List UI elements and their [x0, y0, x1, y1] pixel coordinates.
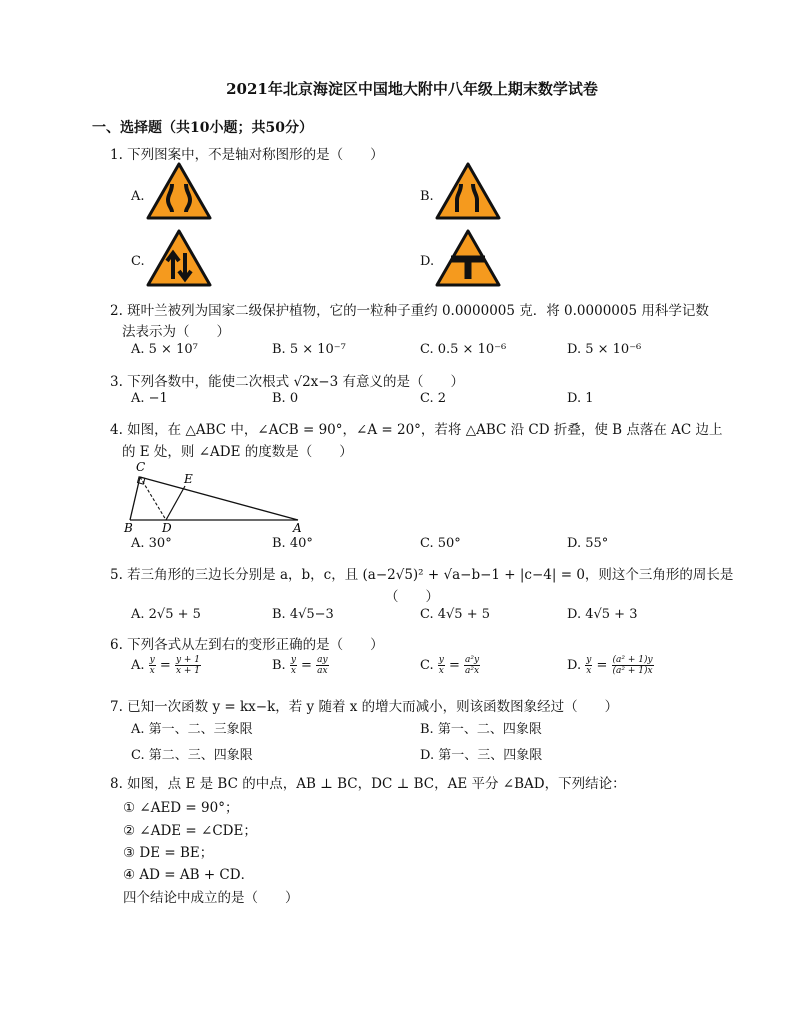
q8-stem: 8. 如图，点 E 是 BC 的中点，AB ⊥ BC，DC ⊥ BC，AE 平分 ∠BAD，下列结论： [110, 776, 626, 792]
q8-item-3: ③ DE = BE； [123, 845, 214, 861]
label-a: A [293, 521, 302, 534]
q5-option-c: C. 4√5 + 5 [420, 607, 491, 622]
q5-option-d: D. 4√5 + 3 [567, 607, 638, 622]
warning-triangle-icon [437, 164, 499, 218]
label-d: D [162, 521, 172, 534]
q2-stem-line2: 法表示为（ ） [122, 324, 230, 340]
q1-stem: 1. 下列图案中，不是轴对称图形的是（ ） [110, 147, 384, 163]
q1-sign-c [146, 229, 212, 287]
q5-option-b: B. 4√5−3 [272, 607, 334, 622]
q1-label-d: D. [420, 254, 435, 269]
q3-option-d: D. 1 [567, 391, 594, 406]
exam-title: 2021年北京海淀区中国地大附中八年级上期末数学试卷 [226, 80, 598, 98]
q6-option-c: C. $\frac{y}{x}$ = $\frac{\text{a²y}}{\text{a²x}}$ [420, 655, 480, 676]
q7-option-c: C. 第二、三、四象限 [131, 748, 253, 763]
q1-sign-b [435, 162, 501, 220]
q2-stem-line1: 2. 斑叶兰被列为国家二级保护植物，它的一粒种子重约 0.0000005 克．将 0.0000005 用科学记数 [110, 303, 709, 319]
q1-sign-d [435, 229, 501, 287]
q8-tail: 四个结论中成立的是（ ） [123, 890, 299, 906]
q6-option-a: A. $\frac{y}{x}$ = $\frac{y + 1}{x + 1}$ [131, 655, 201, 676]
label-e: E [184, 472, 193, 486]
q7-option-a: A. 第一、二、三象限 [131, 722, 253, 737]
q1-label-b: B. [420, 189, 434, 204]
q5-stem-line2: （ ） [385, 589, 439, 605]
label-b: B [124, 521, 133, 534]
q3-option-a: A. −1 [131, 391, 168, 406]
q8-item-4: ④ AD = AB + CD． [123, 867, 255, 883]
q7-stem: 7. 已知一次函数 y = kx−k，若 y 随着 x 的增大而减小，则该函数图象经过（ ） [110, 699, 619, 715]
q2-option-a: A. 5 × 10⁷ [131, 342, 198, 357]
q2-option-c: C. 0.5 × 10⁻⁶ [420, 342, 507, 357]
q3-option-c: C. 2 [420, 391, 447, 406]
q3-option-b: B. 0 [272, 391, 299, 406]
q5-option-a: A. 2√5 + 5 [131, 607, 201, 622]
q1-sign-a [146, 162, 212, 220]
q7-option-b: B. 第一、二、四象限 [420, 722, 542, 737]
q7-option-d: D. 第一、三、四象限 [420, 748, 543, 763]
q1-label-c: C. [131, 254, 145, 269]
q6-option-d: D. $\frac{y}{x}$ = $\frac{\text{(a² + 1)y}}{\text{(a² + 1)x}}$ [567, 655, 653, 676]
q8-item-1: ① ∠AED = 90°； [123, 800, 239, 816]
q2-option-d: D. 5 × 10⁻⁶ [567, 342, 642, 357]
q6-stem: 6. 下列各式从左到右的变形正确的是（ ） [110, 637, 384, 653]
q4-option-c: C. 50° [420, 536, 461, 551]
section-heading: 一、选择题（共10小题；共50分） [92, 120, 313, 136]
q4-stem-line2: 的 E 处，则 ∠ADE 的度数是（ ） [122, 444, 353, 460]
q8-item-2: ② ∠ADE = ∠CDE； [123, 823, 257, 839]
warning-triangle-icon [148, 164, 210, 218]
q5-stem-line1: 5. 若三角形的三边长分别是 a，b，c，且 (a−2√5)² + √a−b−1 + |c−4| = 0，则这个三角形的周长是 [110, 567, 734, 583]
q4-triangle-figure [118, 458, 318, 534]
label-c: C [136, 460, 146, 474]
q4-stem-line1: 4. 如图，在 △ABC 中，∠ACB = 90°，∠A = 20°，若将 △ABC 沿 CD 折叠，使 B 点落在 AC 边上 [110, 422, 723, 438]
q6-option-b: B. $\frac{y}{x}$ = $\frac{ay}{ax}$ [272, 655, 328, 676]
q1-label-a: A. [131, 189, 145, 204]
q3-stem: 3. 下列各数中，能使二次根式 √2x−3 有意义的是（ ） [110, 374, 464, 390]
q2-option-b: B. 5 × 10⁻⁷ [272, 342, 346, 357]
q4-option-d: D. 55° [567, 536, 609, 551]
q4-option-a: A. 30° [131, 536, 172, 551]
q4-option-b: B. 40° [272, 536, 313, 551]
